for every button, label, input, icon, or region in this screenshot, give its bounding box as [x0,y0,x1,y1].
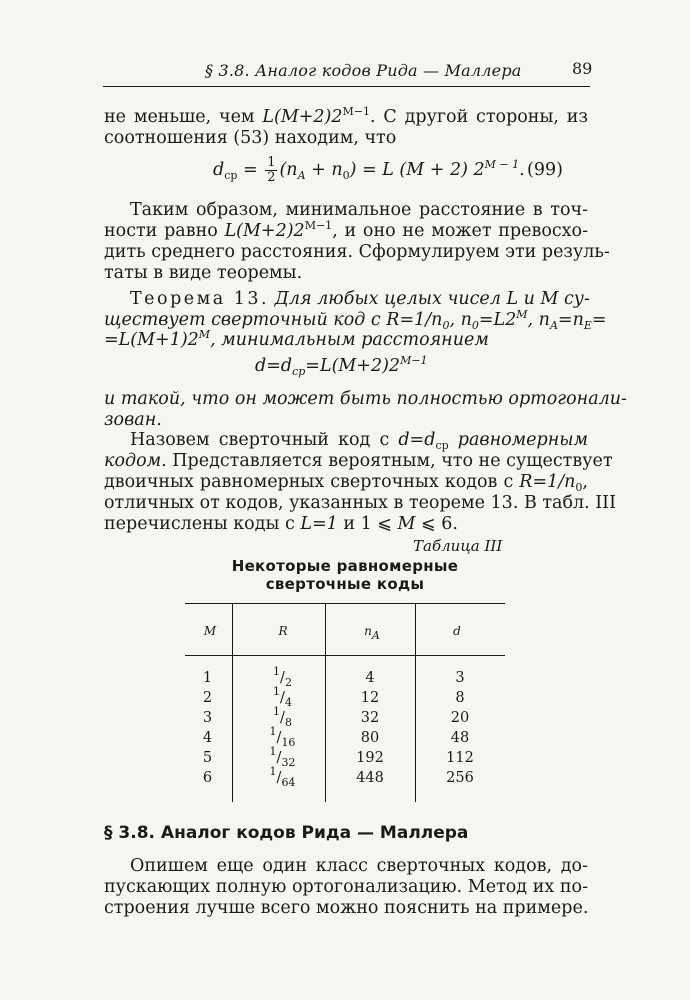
theorem-line5: зован. [104,410,162,430]
table-col-divider [415,604,416,802]
section-heading: § 3.8. Аналог кодов Рида — Маллера [104,823,469,843]
para3-line2: кодом. Представляется вероятным, что не существует [104,451,613,471]
table-header-na: $n_A$ [364,624,380,642]
table-cell-d: 3 [455,670,465,686]
table-cell-r: $^1/_{16}$ [269,725,296,749]
table-cell-n: 4 [365,670,375,686]
para2-line1: Таким образом, минимальное расстояние в точ- [130,200,588,220]
table-header-d: d [453,624,461,638]
para3-line4: отличных от кодов, указанных в теореме 13. В табл. III [104,493,616,513]
table-col-divider [325,604,326,802]
table-title-line2: сверточные коды [265,575,425,593]
section-line2: пускающих полную ортогонализацию. Метод их по- [104,877,588,897]
table-cell-d: 112 [446,750,474,766]
theorem-line3: $=L(M+1)2^M$, минимальным расстоянием [104,328,489,350]
equation-number: (99) [527,160,563,180]
table-cell-m: 2 [202,690,213,706]
table-cell-m: 1 [202,670,213,686]
table-title-line1: Некоторые равномерные [231,557,459,575]
header-rule [103,86,590,87]
table-header-r: R [278,624,288,638]
section-line1: Опишем еще один класс сверточных кодов, до- [130,856,588,876]
para2-line3: дить среднего расстояния. Сформулируем эти резуль- [104,242,610,262]
table-cell-d: 20 [450,710,470,726]
table-cell-r: $^1/_8$ [273,705,292,729]
para3-line1: Назовем сверточный код с $d=d_{ср}$ равномерным [130,430,588,452]
para2-line4: таты в виде теоремы. [104,263,303,283]
theorem-line1: Теорема 13. Для любых целых чисел L и M су- [130,289,590,309]
table-cell-d: 8 [455,690,465,706]
table-cell-n: 32 [360,710,380,726]
table-cell-n: 448 [356,770,384,786]
theorem-line2: ществует сверточный код с $R=1/n_0$, $n_0=L2^M$, $n_A=n_E=$ [104,308,607,332]
table-cell-d: 48 [450,730,470,746]
table-cell-m: 3 [202,710,213,726]
table-header-m: M [203,624,217,638]
table-top-rule [185,603,505,604]
equation-99: $d_{ср}$ = $\frac{1}{2}$ $(n_A + n_0) = L$ (M + 2) $2^{M - 1}$. [213,155,525,185]
running-header-title: § 3.8. Аналог кодов Рида — Маллера [205,61,522,80]
para1-line2: соотношения (53) находим, что [104,128,397,148]
para1-line1: не меньше, чем $L(M+2)2^{M-1}$. С другой стороны, из [104,105,588,127]
theorem-line4: и такой, что он может быть полностью ортогонали- [104,389,627,409]
table-cell-m: 6 [202,770,213,786]
table-cell-m: 5 [202,750,213,766]
table-cell-n: 12 [360,690,380,706]
table-cell-r: $^1/_2$ [273,665,292,689]
table-cell-m: 4 [202,730,213,746]
section-line3: строения лучше всего можно пояснить на примере. [104,898,589,918]
para3-line5: перечислены коды с L=1 и 1 ⩽ M ⩽ 6. [104,514,458,534]
table-caption: Таблица III [413,537,503,555]
para2-line2: ности равно $L(M+2)2^{M-1}$, и оно не может превосхо- [104,219,588,241]
table-cell-r: $^1/_4$ [273,685,292,709]
table-cell-r: $^1/_{32}$ [269,745,296,769]
table-col-divider [232,604,233,802]
para3-line3: двоичных равномерных сверточных кодов с $R=1/n_0$, [104,472,588,494]
table-cell-d: 256 [446,770,474,786]
table-cell-n: 192 [356,750,384,766]
page-number: 89 [572,59,593,78]
fraction-one-half: $\frac{1}{2}$ [267,155,276,185]
table-cell-n: 80 [360,730,380,746]
theorem-equation: $d=d_{ср}=L(M+2)2^{M-1}$ [255,354,428,378]
table-cell-r: $^1/_{64}$ [269,765,296,789]
table-header-rule [185,655,505,656]
